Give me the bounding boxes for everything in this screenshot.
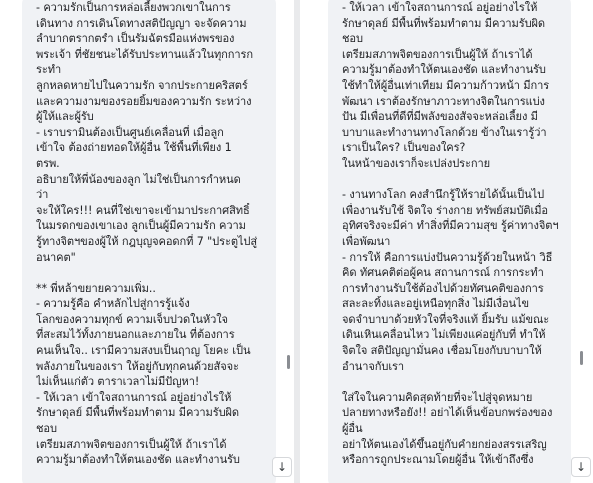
message-line: จดจำบาบาด้วยหัวใจที่จริงแท้ ยิ้มรับ แม้ขณะ — [342, 312, 550, 326]
message-line — [342, 374, 561, 390]
scrollbar-thumb[interactable] — [580, 351, 583, 365]
message-line: รู้ทางจิตฯของผู้ให้ กฎบุญจคอดกที่ 7 "ประตูไปสู่ — [36, 234, 258, 248]
chat-pane-right[interactable] — [300, 0, 593, 483]
message-line: เข้าใจ ต้องถ่ายทอดให้ผู้อื่น ใช้พื้นที่เพียง 1 — [36, 141, 232, 155]
message-line: เพื่อพัฒนา — [342, 234, 391, 248]
message-line: เราเป็นใคร? เป็นของใคร? — [342, 141, 466, 155]
message-line: ปัน มีเพื่อนที่ดีที่มีพลังของสัจจะหล่อเลี้ยง มี — [342, 110, 538, 124]
message-line: จะให้ใคร!!! คนที่ใช่เขาจะเข้ามาประกาศสิทธิ์ — [36, 203, 250, 217]
scroll-down-button[interactable] — [571, 457, 591, 477]
message-line: พลังภายในของเรา ให้อยู่กับทุกคนด้วยสัจจะ — [36, 359, 239, 373]
message-bubble — [22, 0, 276, 483]
message-line: ตรพ. — [36, 156, 60, 170]
message-text — [36, 0, 266, 468]
message-line — [36, 265, 266, 281]
message-line: - ให้เวลา เข้าใจสถานการณ์ อยู่อย่างไรให้ — [36, 390, 232, 404]
message-line: ที่สะสมไว้ทั้งภายนอกและภายใน ที่ต้องการ — [36, 328, 235, 342]
message-line: จิตใจ สติปัญญามั่นคง เชื่อมโยงกับบาบาให้ — [342, 344, 542, 358]
message-line: อุทิศจริงจะมีค่า ทำสิ่งที่มีความสุข รู้ค่าทางจิตฯ — [342, 219, 559, 233]
message-line: อย่าให้ตนเองได้ขึ้นอยู่กับคำยกย่องสรรเสริญ — [342, 437, 547, 451]
message-line: เดินเหินเคลื่อนไหว ไม่เพียงแค่อยู่กับที่ ทำให้ — [342, 328, 546, 342]
message-line: - งานทางโลก คงสำนึกรู้ให้รายได้นั้นเป็นไป — [342, 188, 545, 202]
arrow-down-icon: ↓ — [575, 460, 587, 474]
message-line: ชอบ — [36, 422, 57, 436]
message-line — [342, 172, 561, 188]
message-line: - ให้เวลา เข้าใจสถานการณ์ อยู่อย่างไรให้ — [342, 1, 538, 14]
message-line: การทำงานรับใช้ต้องไปด้วยทัศนคติของการ — [342, 281, 544, 295]
message-line: ** พี่หล้าขยายความเพิ่ม.. — [36, 281, 156, 295]
message-line: เพื่องานรับใช้ จิตใจ ร่างกาย ทรัพย์สมบัติเมื่อ — [342, 203, 548, 217]
message-line: ผู้อื่น — [342, 422, 363, 436]
message-line: ลำบากตรากตรำ เป็นรัมฉัตรมือแห่งพรของ — [36, 32, 235, 46]
message-line: คิด ทัศนคติต่อผู้คน สถานการณ์ การกระทำ — [342, 266, 544, 280]
message-line: ไม่เห็นแก่ตัว ตาราเวลาไม่มีปัญหา! — [36, 375, 200, 389]
message-line: ลูกหลดหายไปในความรัก จากประกายคริสตร์ — [36, 78, 248, 92]
message-text — [342, 0, 561, 468]
message-line: อำนาจกับเรา — [342, 359, 405, 373]
message-line: ใส่ใจในความคิดสุดท้ายที่จะไปสู่จุดหมาย — [342, 390, 533, 404]
chat-pane-left[interactable] — [0, 0, 294, 483]
message-line: ใช้ทำให้ผู้อื่นเท่าเทียม มีความก้าวหน้า มีการ — [342, 78, 550, 92]
arrow-down-icon: ↓ — [276, 460, 288, 474]
message-line: ความรู้มาต้องทำให้ตนเองชัด และทำงานรับ — [342, 63, 546, 77]
message-line: - เราบรามินต้องเป็นศูนย์เคลื่อนที่ เมื่อลูก — [36, 125, 224, 139]
message-line: ว่า — [36, 188, 49, 202]
message-line: รักษาดุลย์ มีพื้นที่พร้อมทำตาม มีความรับผิด — [36, 406, 240, 420]
message-line: - ความรักเป็นการหล่อเลี้ยงพวกเขาในการ — [36, 1, 231, 14]
scroll-down-button[interactable] — [272, 457, 292, 477]
message-line: บาบาและทำงานทางโลกด้วย ข้างในเรารู้ว่า — [342, 125, 547, 139]
scrollbar-thumb[interactable] — [287, 355, 290, 369]
message-line: ความรู้มาต้องทำให้ตนเองชัด และทำงานรับ — [36, 453, 240, 467]
message-bubble — [328, 0, 571, 483]
message-line: สละละทิ้งและอยู่เหนือทุกสิ่ง ไม่มีเงื่อนไข — [342, 297, 530, 311]
message-line: ปลายทางหรือยัง!! อย่าได้เห็นข้อบกพร่องของ — [342, 406, 553, 420]
message-line: อนาคต" — [36, 250, 76, 264]
message-line: - ความรู้คือ คำหลักไปสู่การรู้แจ้ง — [36, 297, 190, 311]
message-line: ในหน้าของเราก็จะเปล่งประกาย — [342, 156, 490, 170]
message-line: ในมรดกของเขาเอง ลูกเป็นผู้มีความรัก ความ — [36, 219, 246, 233]
message-line: เตรียมสภาพจิตของการเป็นผู้ให้ ถ้าเราได้ — [36, 437, 227, 451]
message-line: เดินทาง การเดินโดทางสติปัญญา จะจัดความ — [36, 16, 247, 30]
message-line: โลกของความทุกข์ ความเจ็บปวดในหัวใจ — [36, 312, 228, 326]
message-line: และความงามของรอยยิ้มของความรัก ระหว่าง — [36, 94, 252, 108]
message-line: ชอบ — [342, 32, 363, 46]
message-line: เตรียมสภาพจิตของการเป็นผู้ให้ ถ้าเราได้ — [342, 47, 533, 61]
message-line: ระทำ — [36, 63, 62, 77]
message-line: หรือการถูกประณามโดยผู้อื่น ให้เข้าถึงซึ่ง — [342, 453, 534, 467]
message-line: - การให้ คือการแบ่งปันความรู้ด้วยในหน้า วิธี — [342, 250, 553, 264]
message-line: คนเห็นใจ.. เรามีความสงบเป็นฤาญ โยคะ เป็น — [36, 344, 251, 358]
message-line: ผู้ให้และผู้รับ — [36, 110, 94, 124]
message-line: พัฒนา เราต้องรักษาภาวะทางจิตในการแบ่ง — [342, 94, 545, 108]
message-line: พระเจ้า ที่ชัยชนะได้รับประทานแล้วในทุกการก — [36, 47, 253, 61]
message-line: อธิบายให้พี่น้องของลูก ไม่ใช่เป็นการกำหนด — [36, 172, 241, 186]
message-line: รักษาดุลย์ มีพื้นที่พร้อมทำตาม มีความรับผิด — [342, 16, 546, 30]
